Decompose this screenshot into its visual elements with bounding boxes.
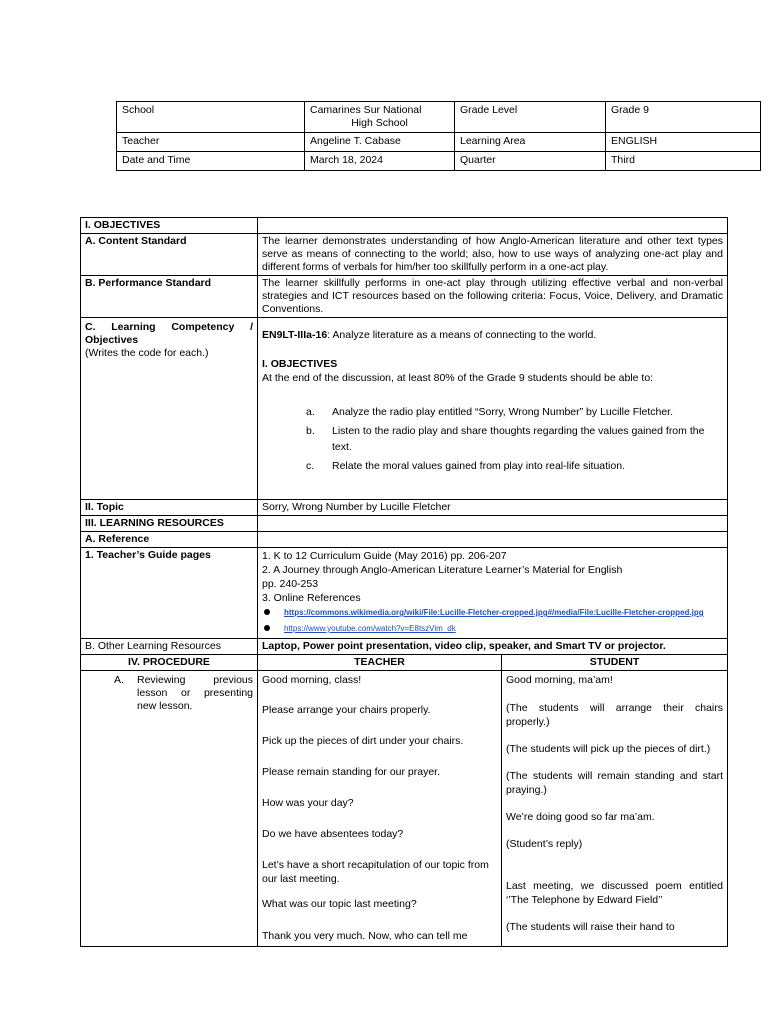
competency-line: [262, 327, 723, 343]
student-line: Good morning, ma’am!: [506, 674, 613, 686]
procedure-row-a: [81, 671, 728, 947]
resources-heading-blank: [258, 516, 728, 532]
procedure-heading-row: [81, 655, 728, 671]
online-reference-1: [262, 605, 723, 620]
teachers-guide-row: [81, 548, 728, 639]
competency-label-line1: C. Learning Competency /: [85, 321, 253, 333]
bullet-icon: [264, 625, 270, 631]
teacher-column-heading: TEACHER: [258, 655, 502, 671]
student-line: (Student’s reply): [506, 838, 583, 850]
teacher-line: Please remain standing for our prayer.: [262, 766, 441, 778]
school-label: School: [117, 102, 305, 133]
student-line: (The students will arrange their chairs properly.): [506, 702, 723, 728]
performance-standard-label: B. Performance Standard: [81, 276, 258, 318]
quarter-label: Quarter: [455, 152, 606, 171]
teacher-line: How was your day?: [262, 797, 354, 809]
learning-area-label: Learning Area: [455, 133, 606, 152]
teacher-line: Pick up the pieces of dirt under your chairs.: [262, 735, 464, 747]
student-line: (The students will pick up the pieces of dirt.): [506, 743, 711, 755]
teacher-line: What was our topic last meeting?: [262, 898, 417, 910]
header-row-school: [117, 102, 761, 133]
reference-item-1: 1. K to 12 Curriculum Guide (May 2016) pp. 206-207: [262, 550, 507, 562]
teacher-line: Please arrange your chairs properly.: [262, 704, 431, 716]
content-standard-text: The learner demonstrates understanding of how Anglo-American literature and other text types serve as means of connecting to the world; also, how to use ways of analyzing one-act play and different forms of verbals for him/her too skillfully perform in a one-act play.: [258, 234, 728, 276]
wikimedia-link[interactable]: https://commons.wikimedia.org/wiki/File:Lucille-Fletcher-cropped.jpg#/media/File:Lucille-Fletcher-cropped.jpg: [284, 608, 704, 617]
competency-row: [81, 318, 728, 500]
objective-marker: b.: [306, 425, 315, 437]
student-line: Last meeting, we discussed poem entitled ‘’The Telephone by Edward Field’’: [506, 880, 723, 906]
student-column-heading: STUDENT: [502, 655, 728, 671]
other-resources-row: [81, 639, 728, 655]
objective-marker: c.: [306, 460, 315, 472]
teacher-label: Teacher: [117, 133, 305, 152]
teacher-line: Do we have absentees today?: [262, 828, 404, 840]
procedure-step-cell: [81, 671, 258, 947]
school-value-line2: High School: [351, 117, 408, 129]
bullet-icon: [264, 609, 270, 615]
objectives-heading: I. OBJECTIVES: [81, 218, 258, 234]
other-resources-value: Laptop, Power point presentation, video clip, speaker, and Smart TV or projector.: [258, 639, 728, 655]
school-value: [305, 102, 455, 133]
objective-text: Relate the moral values gained from play into real-life situation.: [332, 460, 625, 472]
reference-row: [81, 532, 728, 548]
teacher-value: Angeline T. Cabase: [305, 133, 455, 152]
teacher-dialogue-cell: [258, 671, 502, 947]
student-line: We’re doing good so far ma’am.: [506, 811, 655, 823]
competency-label-cell: [81, 318, 258, 500]
content-standard-row: [81, 234, 728, 276]
reference-item-3: 3. Online References: [262, 592, 361, 604]
competency-label-line2: Objectives: [85, 334, 139, 346]
teacher-line: Thank you very much. Now, who can tell me: [262, 930, 468, 942]
resources-heading-row: [81, 516, 728, 532]
quarter-value: Third: [606, 152, 761, 171]
competency-code: EN9LT-IIIa-16: [262, 329, 328, 341]
date-label: Date and Time: [117, 152, 305, 171]
objective-item: [262, 404, 723, 420]
youtube-link[interactable]: https://www.youtube.com/watch?v=E8tszVim_dk: [284, 624, 456, 633]
content-standard-label: A. Content Standard: [81, 234, 258, 276]
competency-text: : Analyze literature as a means of connecting to the world.: [327, 329, 597, 341]
objectives-heading-row: [81, 218, 728, 234]
reference-item-2b: pp. 240-253: [262, 578, 319, 590]
objectives-subheading: I. OBJECTIVES: [262, 358, 338, 370]
reference-blank: [258, 532, 728, 548]
topic-value: Sorry, Wrong Number by Lucille Fletcher: [258, 500, 728, 516]
resources-heading: III. LEARNING RESOURCES: [81, 516, 258, 532]
performance-standard-row: [81, 276, 728, 318]
date-value: March 18, 2024: [305, 152, 455, 171]
competency-content-cell: [258, 318, 728, 500]
header-row-date: [117, 152, 761, 171]
objectives-list: [262, 404, 723, 474]
topic-label: II. Topic: [81, 500, 258, 516]
grade-level-value: Grade 9: [606, 102, 761, 133]
student-line: (The students will raise their hand to: [506, 921, 675, 933]
objectives-heading-blank: [258, 218, 728, 234]
grade-level-label: Grade Level: [455, 102, 606, 133]
student-dialogue-cell: [502, 671, 728, 947]
objective-marker: a.: [306, 406, 315, 418]
performance-standard-text: The learner skillfully performs in one-act play through utilizing effective verbal and non-verbal strategies and ICT resources based on the following criteria: Focus, Voice, Delivery, and Dramatic Conventions.: [258, 276, 728, 318]
teachers-guide-label: 1. Teacher’s Guide pages: [81, 548, 258, 639]
reference-label: A. Reference: [81, 532, 258, 548]
header-table: [116, 101, 761, 171]
competency-note: (Writes the code for each.): [85, 347, 209, 359]
procedure-heading: IV. PROCEDURE: [81, 655, 258, 671]
header-row-teacher: [117, 133, 761, 152]
reference-item-2: 2. A Journey through Anglo-American Literature Learner’s Material for English: [262, 564, 623, 576]
online-reference-2: [262, 620, 723, 637]
lesson-plan-table: [80, 217, 728, 947]
topic-row: [81, 500, 728, 516]
step-label: Reviewing previous lesson or presenting new lesson.: [137, 674, 253, 712]
procedure-step: [85, 672, 253, 713]
school-value-line1: Camarines Sur National: [310, 104, 422, 116]
teacher-line: Good morning, class!: [262, 674, 362, 686]
learning-area-value: ENGLISH: [606, 133, 761, 152]
other-resources-label: B. Other Learning Resources: [81, 639, 258, 655]
objective-text: Listen to the radio play and share thoughts regarding the values gained from the text.: [332, 425, 705, 453]
step-marker: A.: [114, 674, 124, 686]
objectives-intro: At the end of the discussion, at least 80% of the Grade 9 students should be able to:: [262, 372, 654, 384]
teachers-guide-content: [258, 548, 728, 639]
objective-text: Analyze the radio play entitled “Sorry, Wrong Number” by Lucille Fletcher.: [332, 406, 674, 418]
student-line: (The students will remain standing and start praying.): [506, 770, 723, 796]
teacher-line: Let’s have a short recapitulation of our topic from our last meeting.: [262, 859, 489, 885]
objective-item: [262, 458, 723, 474]
objective-item: [262, 423, 723, 455]
